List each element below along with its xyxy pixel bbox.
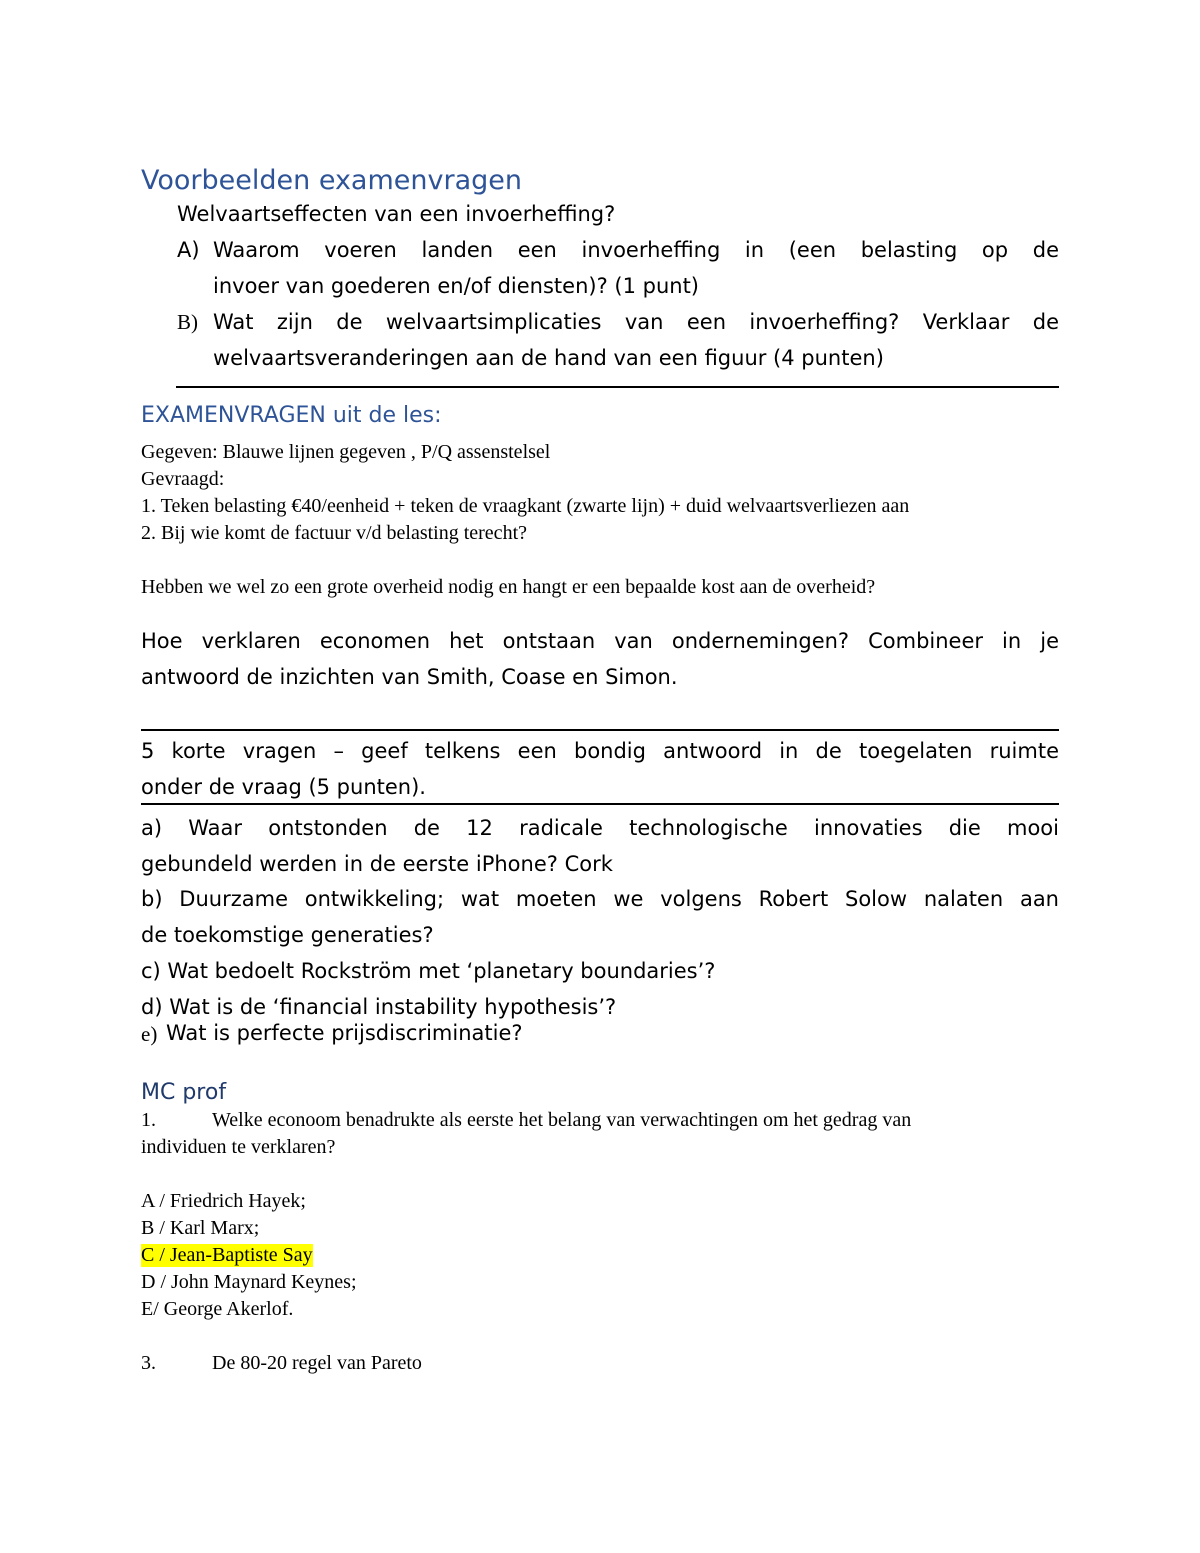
mc-question-3-text: De 80-20 regel van Pareto xyxy=(212,1352,422,1374)
mc-question-1-line1: Welke econoom benadrukte als eerste het belang van verwachtingen om het gedrag van xyxy=(212,1109,912,1131)
section2-heading: EXAMENVRAGEN uit de les: xyxy=(141,403,442,428)
mc-option-a: A / Friedrich Hayek; xyxy=(141,1190,306,1212)
question-a-marker: A) xyxy=(177,238,200,262)
asked-item-1: 1. Teken belasting €40/eenheid + teken de vraagkant (zwarte lijn) + duid welvaartsverliezen aan xyxy=(141,495,910,517)
mc-option-e: E/ George Akerlof. xyxy=(141,1298,294,1320)
question-b-line2: welvaartsveranderingen aan de hand van een figuur (4 punten) xyxy=(213,346,884,370)
essay-question-line1: Hoe verklaren economen het ontstaan van ondernemingen? Combineer in je xyxy=(141,629,1059,653)
divider xyxy=(141,803,1059,805)
mc-option-c-highlighted: C / Jean-Baptiste Say xyxy=(141,1244,313,1266)
short-questions-intro-line1: 5 korte vragen – geef telkens een bondig antwoord in de toegelaten ruimte xyxy=(141,739,1059,763)
short-question-d: d) Wat is de ‘financial instability hypothesis’? xyxy=(141,995,617,1019)
short-question-e-marker: e) xyxy=(141,1022,158,1046)
short-questions-intro-line2: onder de vraag (5 punten). xyxy=(141,775,426,799)
divider xyxy=(141,729,1059,731)
short-question-a-line1: a) Waar ontstonden de 12 radicale technologische innovaties die mooi xyxy=(141,816,1059,840)
short-question-e: Wat is perfecte prijsdiscriminatie? xyxy=(166,1021,523,1045)
mc-question-1-number: 1. xyxy=(141,1109,156,1131)
page-title: Voorbeelden examenvragen xyxy=(141,165,522,196)
question-b-marker: B) xyxy=(177,310,198,334)
section1-heading: Welvaartseffecten van een invoerheffing? xyxy=(177,202,616,226)
question-a-line2: invoer van goederen en/of diensten)? (1 punt) xyxy=(213,274,699,298)
asked-item-2: 2. Bij wie komt de factuur v/d belasting terecht? xyxy=(141,522,527,544)
mc-option-b: B / Karl Marx; xyxy=(141,1217,260,1239)
short-question-a-line2: gebundeld werden in de eerste iPhone? Cork xyxy=(141,852,613,876)
essay-question-line2: antwoord de inzichten van Smith, Coase en Simon. xyxy=(141,665,678,689)
mc-question-1-line2: individuen te verklaren? xyxy=(141,1136,336,1158)
short-question-c: c) Wat bedoelt Rockström met ‘planetary boundaries’? xyxy=(141,959,716,983)
mc-heading: MC prof xyxy=(141,1080,227,1105)
question-b-line1: Wat zijn de welvaartsimplicaties van een invoerheffing? Verklaar de xyxy=(213,310,1059,334)
given-text: Gegeven: Blauwe lijnen gegeven , P/Q assenstelsel xyxy=(141,441,551,463)
asked-label: Gevraagd: xyxy=(141,468,225,490)
government-question: Hebben we wel zo een grote overheid nodig en hangt er een bepaalde kost aan de overheid? xyxy=(141,576,876,598)
short-question-b-line2: de toekomstige generaties? xyxy=(141,923,434,947)
divider xyxy=(176,386,1059,388)
mc-option-d: D / John Maynard Keynes; xyxy=(141,1271,357,1293)
question-a-line1: Waarom voeren landen een invoerheffing in (een belasting op de xyxy=(213,238,1059,262)
mc-question-3-number: 3. xyxy=(141,1352,156,1374)
short-question-b-line1: b) Duurzame ontwikkeling; wat moeten we volgens Robert Solow nalaten aan xyxy=(141,887,1059,911)
